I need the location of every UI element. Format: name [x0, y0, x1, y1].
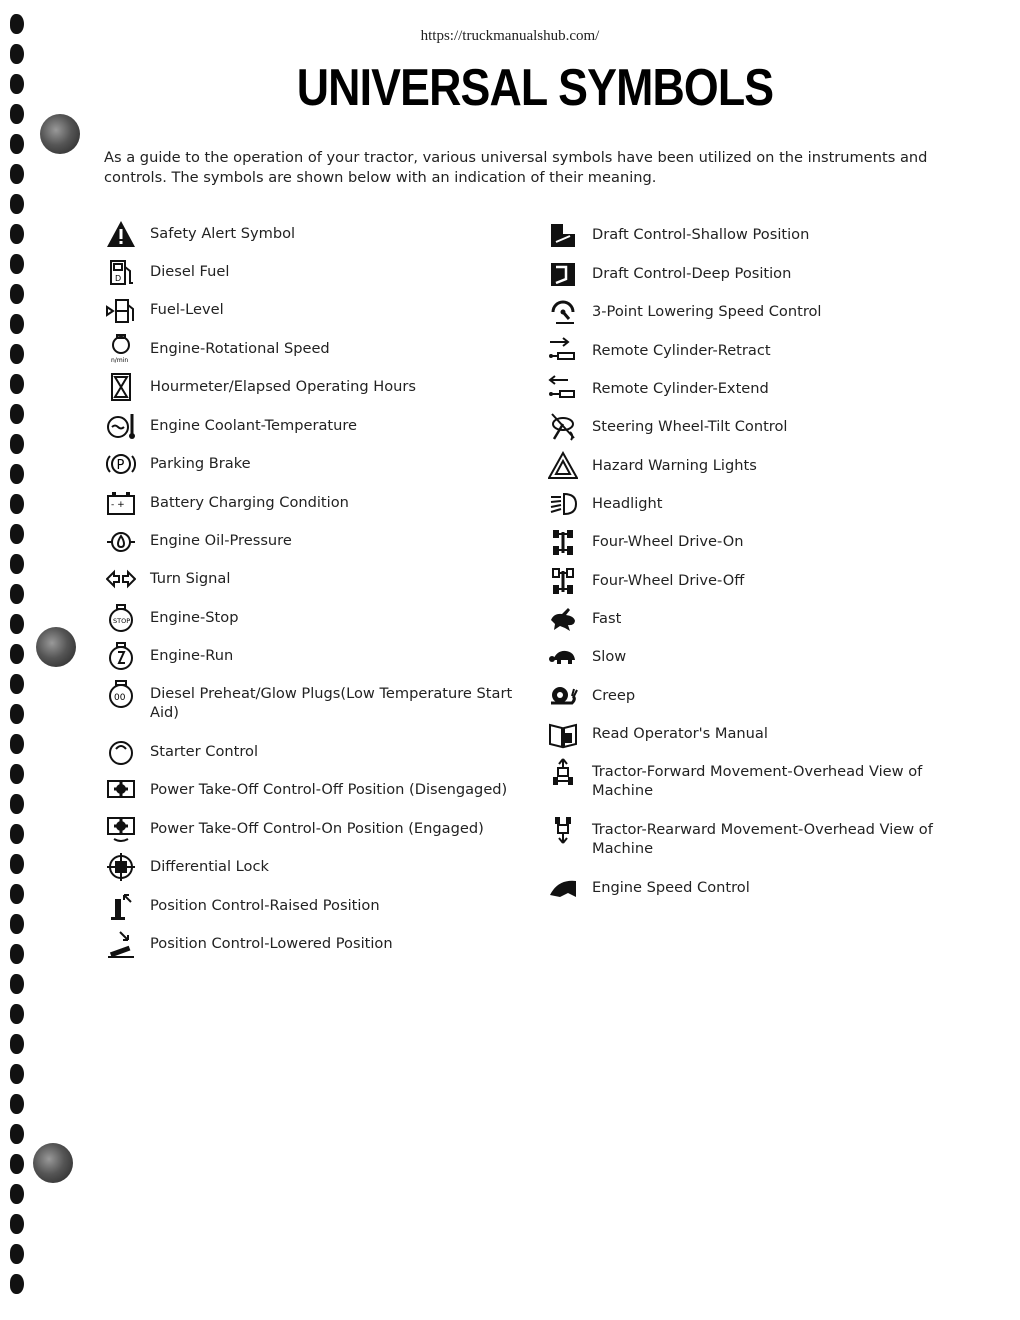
binding-hole [10, 74, 24, 94]
symbol-label: Power Take-Off Control-On Position (Engaged) [150, 820, 484, 837]
binding-hole [10, 1064, 24, 1084]
symbol-label: Engine-Rotational Speed [150, 340, 330, 357]
svg-text:- +: - + [111, 500, 125, 510]
punch-hole-bottom [33, 1143, 73, 1183]
binding-hole [10, 284, 24, 304]
binding-hole [10, 194, 24, 214]
binding-hole [10, 1214, 24, 1234]
svg-text:STOP: STOP [113, 617, 131, 625]
turtle-icon [546, 641, 580, 673]
symbol-label: Remote Cylinder-Extend [592, 380, 769, 397]
draft-shallow-icon [546, 219, 580, 251]
binding-hole [10, 1094, 24, 1114]
position-lowered-icon [104, 928, 138, 960]
symbol-label: Differential Lock [150, 858, 269, 875]
binding-hole [10, 1244, 24, 1264]
symbol-row [104, 371, 520, 403]
symbol-row [546, 296, 962, 328]
symbol-row [546, 603, 962, 635]
symbol-row [104, 563, 520, 595]
binding-hole [10, 134, 24, 154]
pto-on-icon [104, 813, 138, 845]
binding-hole [10, 1274, 24, 1294]
symbol-row [104, 678, 520, 722]
binding-hole [10, 524, 24, 544]
symbol-label: Diesel Fuel [150, 263, 230, 280]
differential-lock-icon [104, 851, 138, 883]
binding-hole [10, 824, 24, 844]
binding-hole [10, 854, 24, 874]
binding-hole [10, 464, 24, 484]
draft-deep-icon [546, 258, 580, 290]
binding-hole [10, 404, 24, 424]
glow-plug-icon [104, 678, 138, 710]
diesel-fuel-icon [104, 256, 138, 288]
symbol-label: Hourmeter/Elapsed Operating Hours [150, 378, 417, 395]
forward-movement-icon [546, 756, 580, 788]
svg-text:P: P [116, 458, 125, 473]
symbol-label: Battery Charging Condition [150, 494, 349, 511]
binding-hole [10, 44, 24, 64]
binding-hole [10, 644, 24, 664]
symbol-row [546, 258, 962, 290]
parking-brake-icon [104, 448, 138, 480]
symbol-label: Tractor-Forward Movement-Overhead View of Machine [592, 763, 923, 799]
binding-hole [10, 494, 24, 514]
fuel-level-icon [104, 294, 138, 326]
steering-tilt-icon [546, 411, 580, 443]
symbol-row [546, 814, 962, 858]
cylinder-retract-icon [546, 335, 580, 367]
page-title: UNIVERSAL SYMBOLS [296, 59, 774, 117]
intro-paragraph: As a guide to the operation of your tractor, various universal symbols have been utilized on the instruments and controls. The symbols are shown below with an indication of their meaning. [104, 149, 928, 186]
engine-stop-icon [104, 602, 138, 634]
pto-off-icon [104, 774, 138, 806]
symbol-label: Four-Wheel Drive-Off [592, 572, 745, 589]
starter-control-icon [104, 736, 138, 768]
hazard-icon [546, 450, 580, 482]
binding-hole [10, 224, 24, 244]
symbol-row [104, 813, 520, 845]
position-raised-icon [104, 890, 138, 922]
lowering-speed-icon [546, 296, 580, 328]
symbol-row [104, 218, 520, 250]
symbol-row [546, 718, 962, 750]
binding-hole [10, 434, 24, 454]
symbol-row [546, 526, 962, 558]
symbol-label: Turn Signal [150, 570, 231, 587]
svg-text:D: D [115, 274, 122, 283]
symbol-label: Creep [592, 687, 636, 704]
symbol-row [104, 333, 520, 365]
symbol-row [104, 774, 520, 806]
symbol-row [546, 872, 962, 904]
coolant-temperature-icon [104, 410, 138, 442]
symbol-label: Starter Control [150, 743, 259, 760]
binding-hole [10, 1184, 24, 1204]
symbol-row [104, 736, 520, 768]
safety-alert-icon [104, 218, 138, 250]
engine-speed-rpm-icon [104, 333, 138, 365]
binding-hole [10, 1034, 24, 1054]
binding-hole [10, 1124, 24, 1144]
binding-hole [10, 314, 24, 334]
symbol-row [104, 890, 520, 922]
engine-run-icon [104, 640, 138, 672]
symbol-label: Engine Speed Control [592, 879, 750, 896]
symbol-label: Four-Wheel Drive-On [592, 533, 744, 550]
binding-hole [10, 254, 24, 274]
4wd-on-icon [546, 526, 580, 558]
symbol-row [104, 410, 520, 442]
binding-hole [10, 884, 24, 904]
manual-icon [546, 718, 580, 750]
symbol-row [546, 680, 962, 712]
punch-hole-middle [36, 627, 76, 667]
svg-text:00: 00 [114, 693, 126, 703]
binding-hole [10, 704, 24, 724]
symbol-row [104, 294, 520, 326]
symbol-row [546, 756, 962, 800]
symbol-label: Slow [592, 648, 627, 665]
symbol-row [104, 487, 520, 519]
turn-signal-icon [104, 563, 138, 595]
symbol-label: Parking Brake [150, 455, 251, 472]
binding-hole [10, 554, 24, 574]
binding-hole [10, 974, 24, 994]
symbol-label: Remote Cylinder-Retract [592, 342, 771, 359]
svg-text:n/min: n/min [111, 357, 129, 364]
cylinder-extend-icon [546, 373, 580, 405]
binding-hole [10, 584, 24, 604]
symbol-label: Hazard Warning Lights [592, 457, 757, 474]
symbol-label: Steering Wheel-Tilt Control [592, 418, 788, 435]
binding-hole [10, 104, 24, 124]
symbol-row [104, 928, 520, 960]
binding-hole [10, 764, 24, 784]
headlight-icon [546, 488, 580, 520]
symbol-row [546, 565, 962, 597]
binding-hole [10, 734, 24, 754]
symbol-label: Position Control-Lowered Position [150, 935, 393, 952]
engine-speed-control-icon [546, 872, 580, 904]
hourglass-icon [104, 371, 138, 403]
symbol-row [546, 641, 962, 673]
symbol-label: Read Operator's Manual [592, 725, 768, 742]
battery-icon [104, 487, 138, 519]
symbol-row [104, 640, 520, 672]
rabbit-icon [546, 603, 580, 635]
binding-hole [10, 1154, 24, 1174]
symbol-row [546, 488, 962, 520]
symbol-label: Power Take-Off Control-Off Position (Disengaged) [150, 781, 508, 798]
binding-hole [10, 944, 24, 964]
binding-hole [10, 344, 24, 364]
oil-pressure-icon [104, 525, 138, 557]
symbol-row [546, 450, 962, 482]
symbol-row [546, 411, 962, 443]
4wd-off-icon [546, 565, 580, 597]
symbol-row [104, 602, 520, 634]
binding-hole [10, 164, 24, 184]
punch-hole-top [40, 114, 80, 154]
symbol-row [104, 256, 520, 288]
snail-icon [546, 680, 580, 712]
symbol-label: Fuel-Level [150, 301, 224, 318]
symbol-label: Draft Control-Shallow Position [592, 226, 810, 243]
binding-hole [10, 914, 24, 934]
symbol-label: Engine-Stop [150, 609, 239, 626]
symbol-label: Fast [592, 610, 622, 627]
symbol-label: Engine Coolant-Temperature [150, 417, 358, 434]
symbol-label: Position Control-Raised Position [150, 897, 380, 914]
symbol-row [104, 525, 520, 557]
symbol-row [546, 335, 962, 367]
binding-hole [10, 674, 24, 694]
source-url: https://truckmanualshub.com/ [420, 28, 600, 44]
symbol-label: Draft Control-Deep Position [592, 265, 792, 282]
binding-hole [10, 614, 24, 634]
symbol-label: Engine Oil-Pressure [150, 532, 292, 549]
symbol-label: Safety Alert Symbol [150, 225, 296, 242]
rearward-movement-icon [546, 814, 580, 846]
symbol-row [104, 448, 520, 480]
symbol-label: Tractor-Rearward Movement-Overhead View of Machine [592, 821, 933, 857]
binding-hole [10, 374, 24, 394]
symbol-label: Engine-Run [150, 647, 234, 664]
symbol-row [546, 373, 962, 405]
symbol-row [546, 219, 962, 251]
symbol-label: Headlight [592, 495, 663, 512]
symbol-row [104, 851, 520, 883]
binding-hole [10, 1004, 24, 1024]
symbol-label: Diesel Preheat/Glow Plugs(Low Temperature Start Aid) [150, 685, 513, 721]
symbol-label: 3-Point Lowering Speed Control [592, 303, 822, 320]
binding-hole [10, 794, 24, 814]
